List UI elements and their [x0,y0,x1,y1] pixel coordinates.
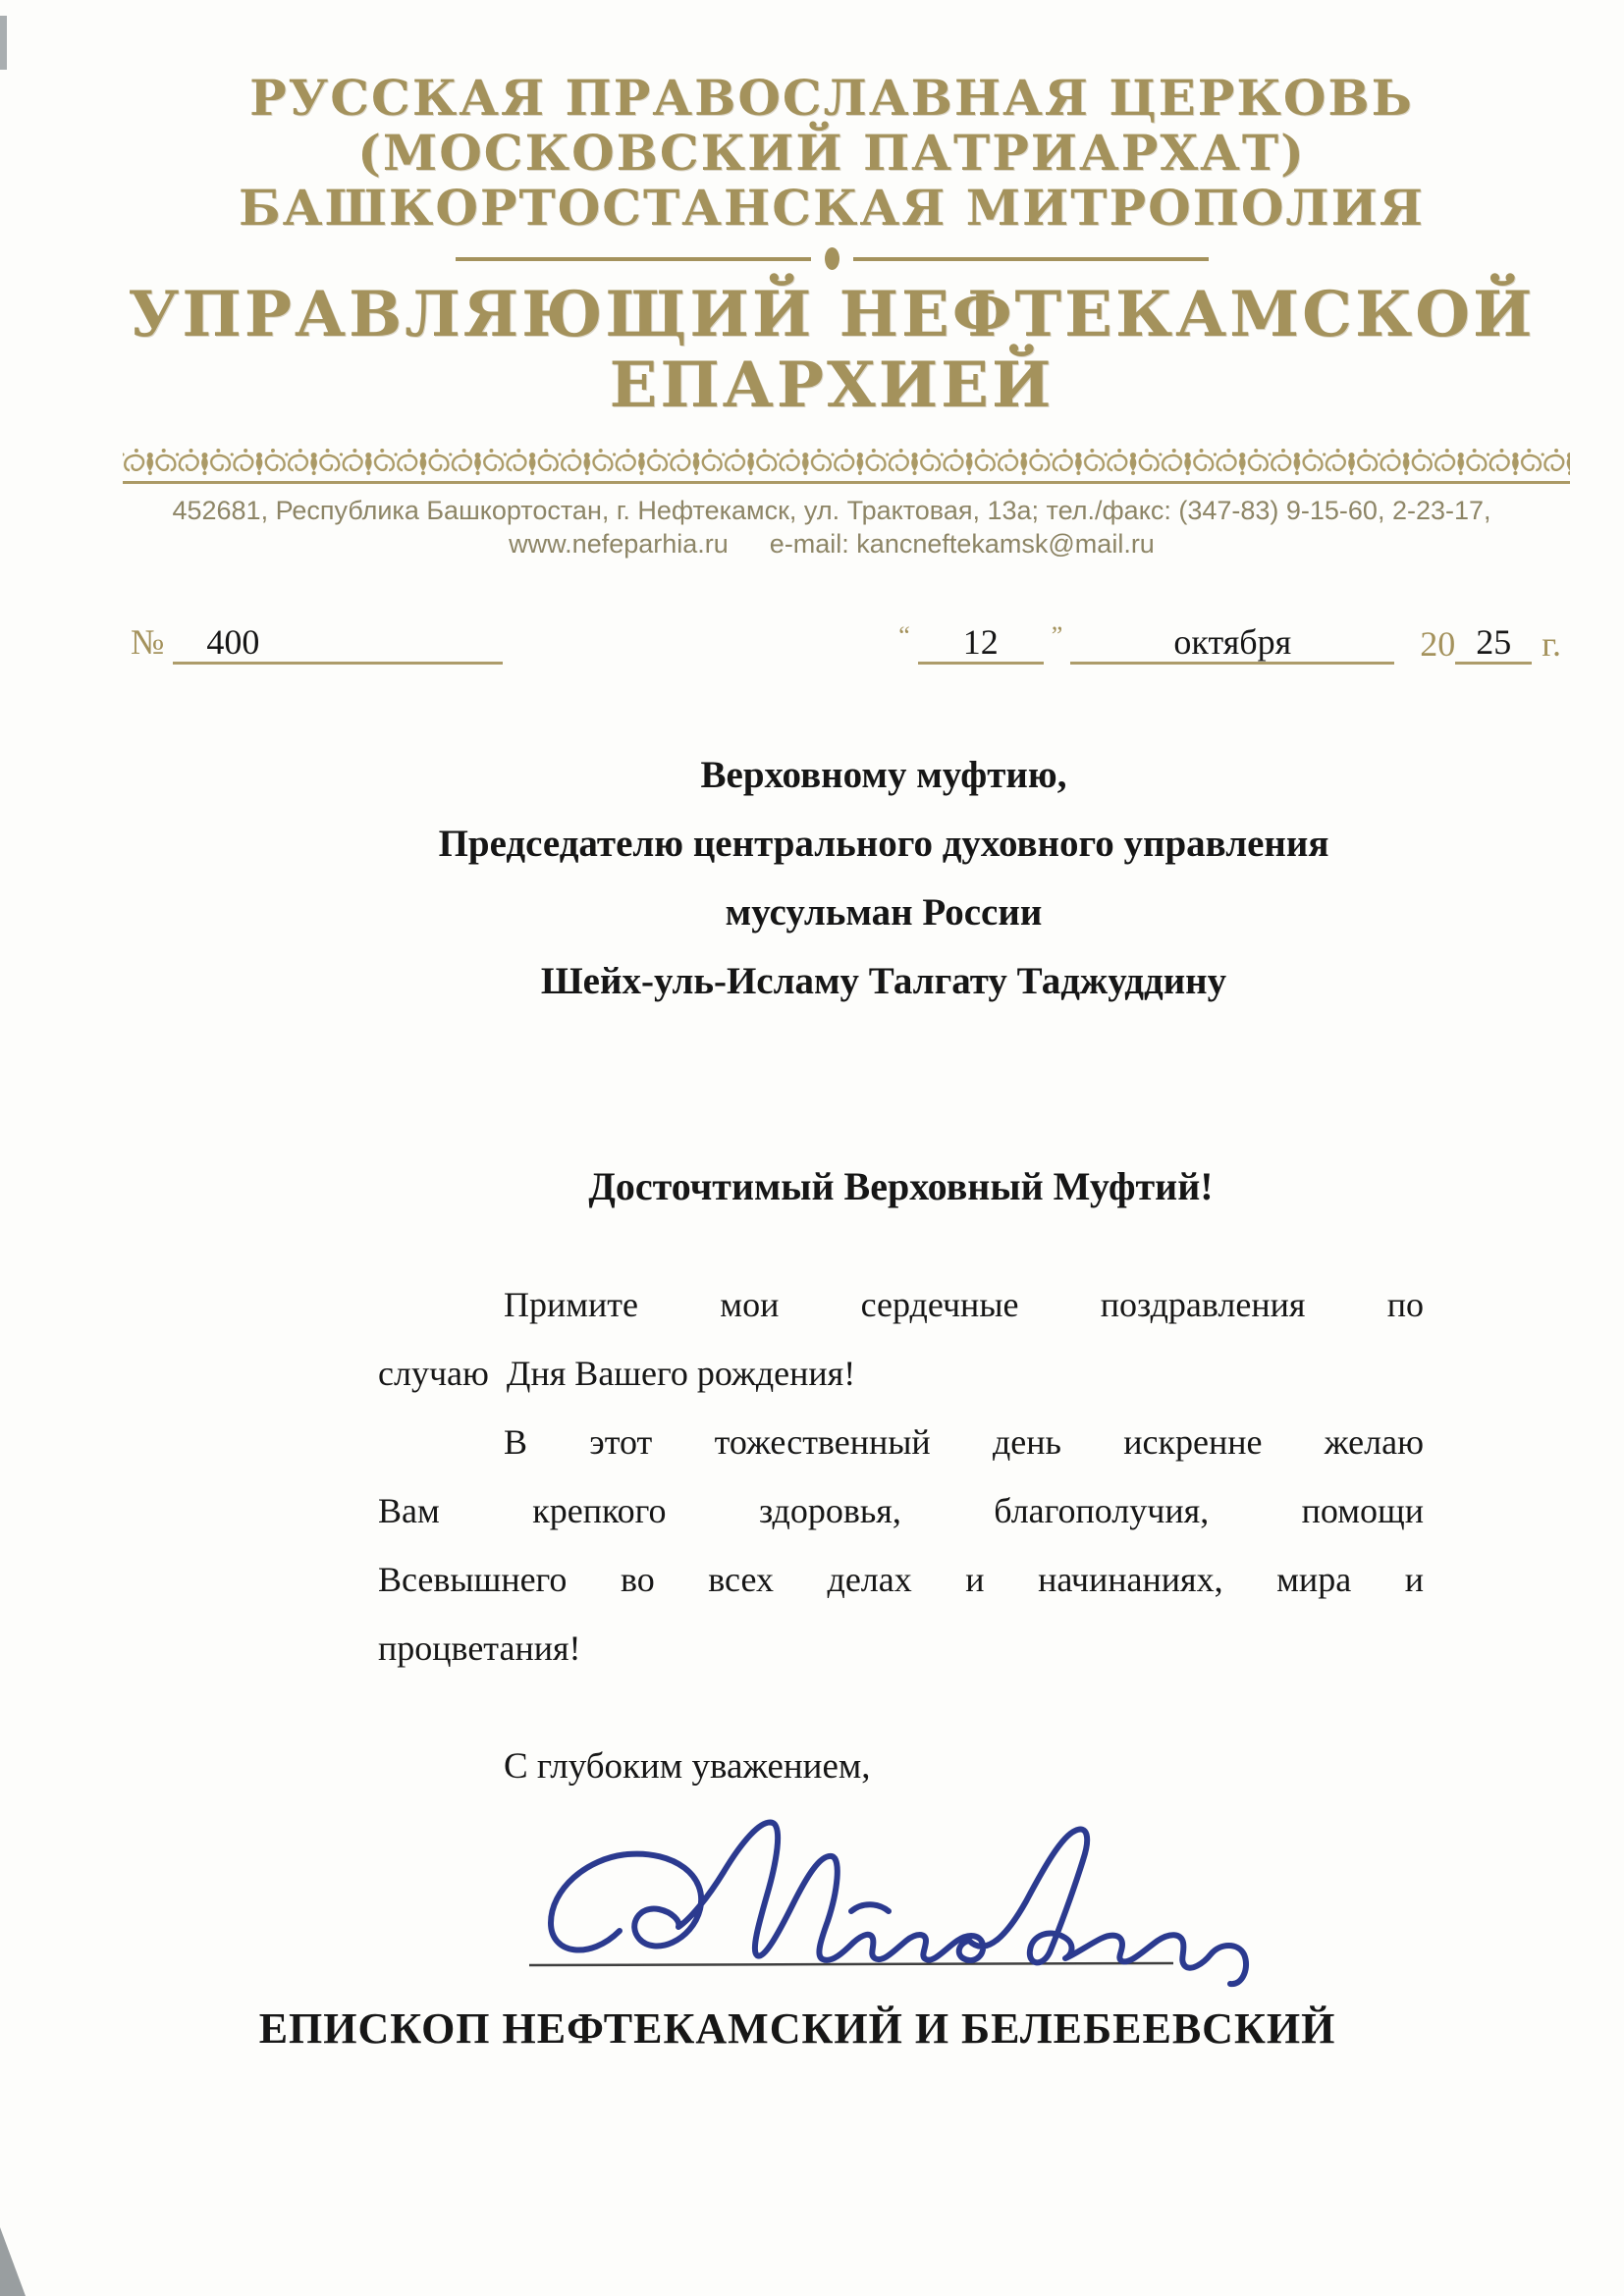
recipient-line: Шейх-уль-Исламу Талгату Таджуддину [540,960,1227,1002]
ornamental-border [123,445,1570,484]
email-text: e-mail: kancneftekamsk@mail.ru [769,529,1155,559]
body-paragraphs [378,1270,1424,1682]
ornament-pattern-icon [123,445,1570,476]
letterhead [0,0,1624,561]
quote-open: “ [898,621,910,650]
org-name-line3: БАШКОРТОСТАНСКАЯ МИТРОПОЛИЯ [239,179,1425,237]
scan-artifact-top-left [0,16,7,70]
body-line: Вам крепкого здоровья, благополучия, помощи [378,1491,1424,1530]
year-label: г. [1542,624,1561,664]
divider-line-left [456,257,811,261]
year-prefix: 20 [1420,624,1456,664]
recipient-line: Председателю центрального духовного управления [438,823,1329,865]
header-divider [39,247,1624,270]
address-line1: 452681, Республика Башкортостан, г. Нефтекамск, ул. Трактовая, 13а; тел./факс: (347-83) 9-15-60, 2-23-17, [172,496,1491,525]
address-block [39,494,1624,561]
scan-artifact-bottom-left [0,2227,26,2296]
letter-body [378,1163,1424,1788]
signature-block [525,1815,1272,1998]
year-suffix: 25 [1455,622,1532,665]
recipient-line: мусульман России [725,891,1043,934]
date-field [891,622,1561,665]
divider-line-right [853,257,1209,261]
reference-row [131,621,1561,665]
outgoing-number [131,621,503,665]
body-line: Примите мои сердечные поздравления по [504,1285,1424,1324]
signer-title: ЕПИСКОП НЕФТЕКАМСКИЙ И БЕЛЕБЕЕВСКИЙ [258,2004,1336,2053]
address-line2 [39,527,1624,561]
number-value: 400 [173,622,503,665]
divider-dot-icon [825,247,839,270]
body-line: процветания! [378,1629,581,1668]
org-name-line2: (МОСКОВСКИЙ ПАТРИАРХАТ) [357,124,1306,182]
number-label: № [131,622,165,662]
salutation: Досточтимый Верховный Муфтий! [588,1164,1214,1208]
website-text: www.nefeparhia.ru [509,529,729,559]
date-day: 12 [918,622,1044,665]
org-name-line1: РУССКАЯ ПРАВОСЛАВНАЯ ЦЕРКОВЬ [249,69,1414,127]
body-line: случаю Дня Вашего рождения! [378,1354,856,1393]
quote-close: ” [1051,621,1063,650]
signature-autograph-icon [525,1815,1272,1998]
closing-phrase: С глубоким уважением, [504,1746,871,1787]
body-line: В этот тожественный день искренне желаю [504,1422,1424,1462]
eparchy-title: УПРАВЛЯЮЩИЙ НЕФТЕКАМСКОЙ ЕПАРХИЕЙ [128,278,1536,422]
body-line: Всевышнего во всех делах и начинаниях, мира и [378,1560,1424,1599]
date-month: октября [1070,622,1394,665]
recipient-block [304,741,1463,1016]
recipient-line: Верховному муфтию, [700,754,1067,796]
